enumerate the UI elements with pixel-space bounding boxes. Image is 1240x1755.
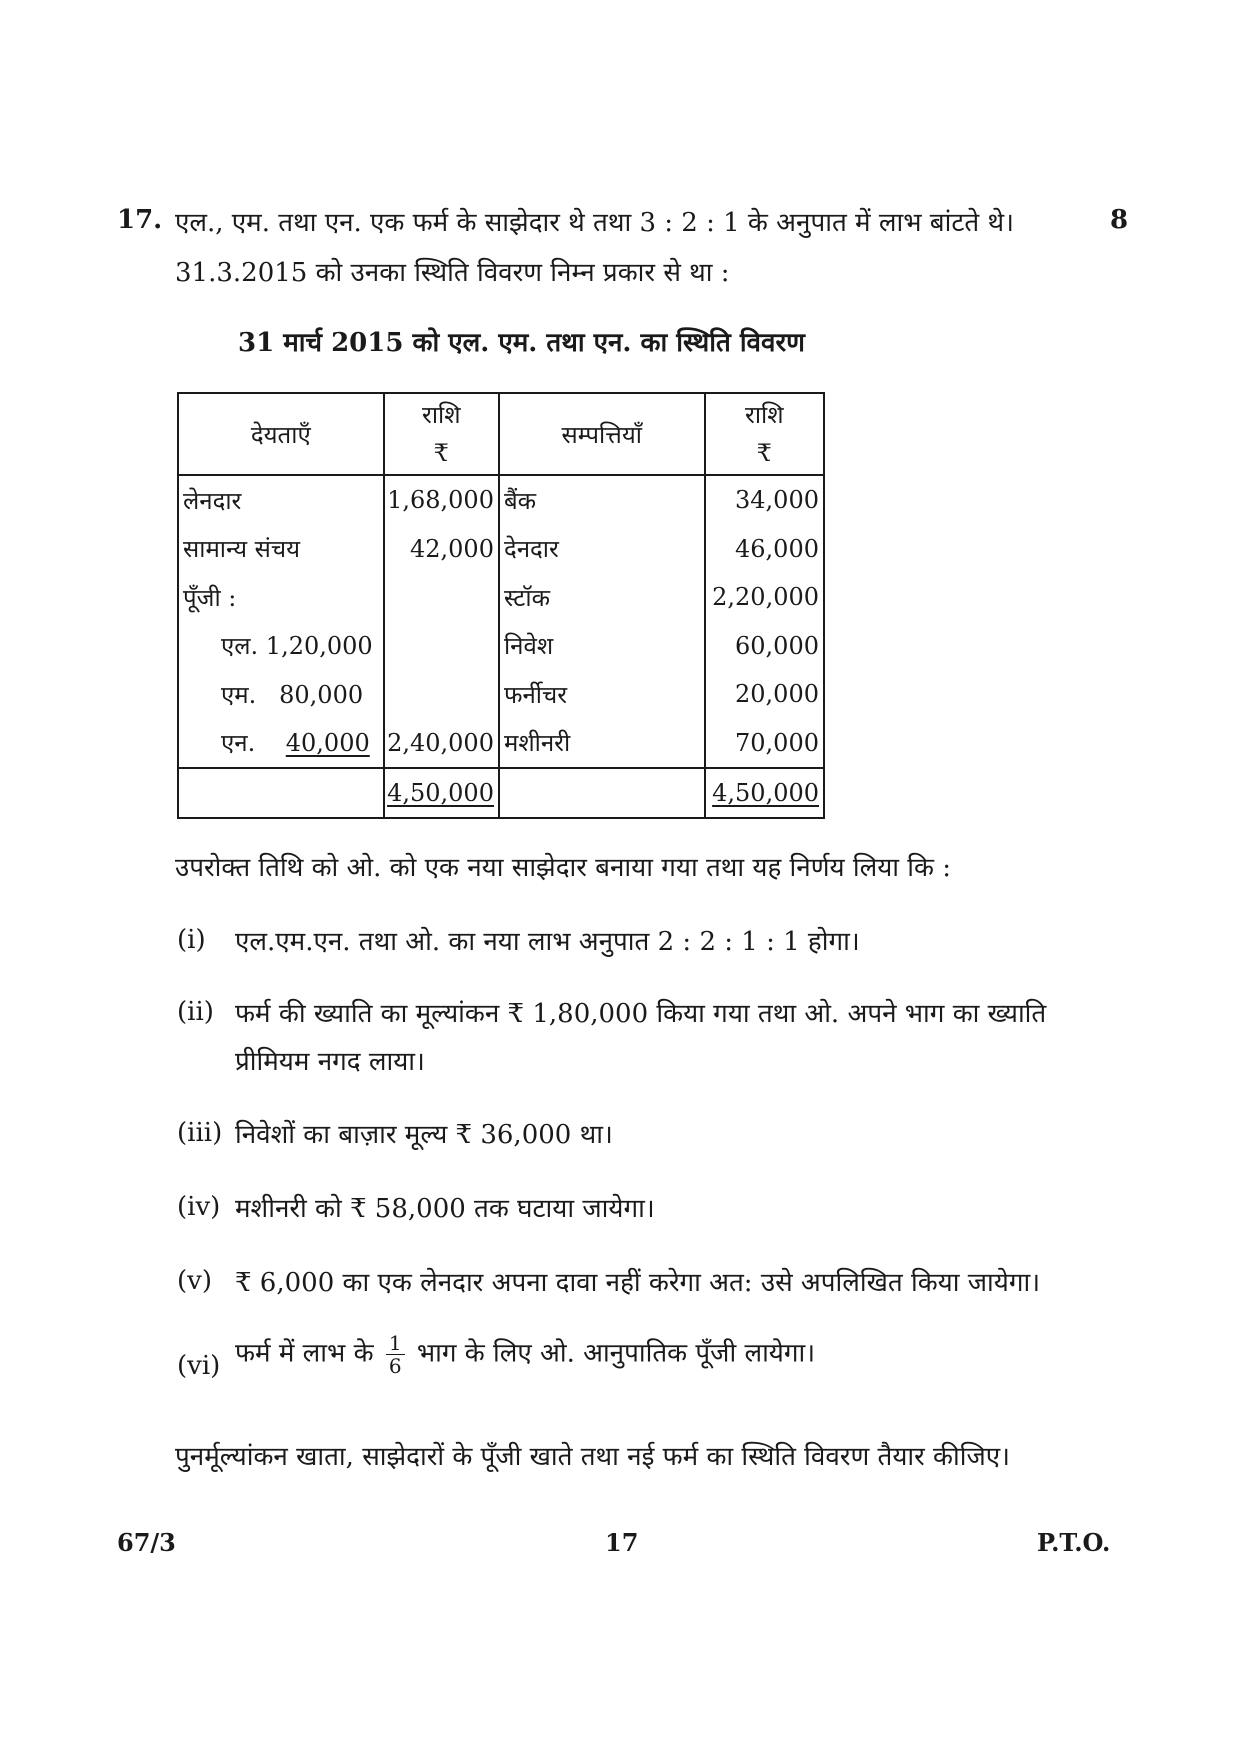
condition-text: एल.एम.एन. तथा ओ. का नया लाभ अनुपात 2 : 2 : 1 : 1 होगा। (235, 927, 860, 957)
liability-amount: 2,40,000 (384, 719, 499, 769)
total-blank (178, 768, 384, 818)
fraction-denominator: 6 (388, 1354, 402, 1378)
liability-name: लेनदार (183, 486, 242, 515)
asset-name: स्टॉक (499, 573, 705, 622)
liability-amount (384, 573, 499, 622)
asset-name: फर्नीचर (499, 670, 705, 719)
assets-total-value: 4,50,000 (712, 779, 819, 807)
condition-label: (i) (177, 925, 206, 955)
header-liabilities: देयताएँ (178, 393, 384, 475)
liability-name: सामान्य संचय (183, 535, 301, 564)
liability-name: एल. 1,20,000 (221, 632, 373, 661)
asset-amount: 60,000 (705, 622, 824, 671)
fraction (386, 1332, 405, 1377)
table-header-row (178, 393, 824, 475)
asset-name: निवेश (499, 622, 705, 671)
liability-name: एम. 80,000 (221, 680, 364, 709)
liability-amount: 42,000 (384, 525, 499, 574)
table-row (178, 622, 824, 671)
header-currency-symbol: ₹ (756, 439, 772, 467)
header-amount-label: राशि (422, 401, 461, 429)
partner-label: एन. (221, 729, 256, 758)
condition-text: फर्म की ख्याति का मूल्यांकन ₹ 1,80,000 किया गया तथा ओ. अपने भाग का ख्याति (235, 999, 1047, 1029)
condition-text: ₹ 6,000 का एक लेनदार अपना दावा नहीं करेगा अत: उसे अपलिखित किया जायेगा। (235, 1268, 1041, 1298)
condition-text: निवेशों का बाज़ार मूल्य ₹ 36,000 था। (235, 1120, 613, 1150)
intro-paragraph: उपरोक्त तिथि को ओ. को एक नया साझेदार बनाया गया तथा यह निर्णय लिया कि : (175, 853, 952, 883)
asset-name: बैंक (499, 475, 705, 525)
liability-name: पूँजी : (183, 583, 237, 612)
liability-amount (384, 670, 499, 719)
condition-text-before: फर्म में लाभ के (235, 1338, 374, 1369)
table-row (178, 670, 824, 719)
page-number: 17 (605, 1528, 639, 1557)
partner-capital: 40,000 (285, 729, 370, 758)
question-text-line1: एल., एम. तथा एन. एक फर्म के साझेदार थे तथा 3 : 2 : 1 के अनुपात में लाभ बांटते थे। (175, 208, 1014, 238)
pto-label: P.T.O. (1037, 1528, 1111, 1557)
condition-label: (iv) (177, 1192, 221, 1222)
condition-text (235, 1332, 815, 1377)
condition-label: (ii) (177, 997, 214, 1027)
table-row (178, 573, 824, 622)
balance-sheet-table (177, 392, 825, 819)
liability-amount (384, 622, 499, 671)
header-assets: सम्पत्तियाँ (499, 393, 705, 475)
asset-amount: 20,000 (705, 670, 824, 719)
condition-text-after: भाग के लिए ओ. आनुपातिक पूँजी लायेगा। (416, 1338, 816, 1369)
asset-amount: 70,000 (705, 719, 824, 769)
asset-amount: 34,000 (705, 475, 824, 525)
condition-text-cont: प्रीमियम नगद लाया। (235, 1047, 425, 1077)
table-row (178, 525, 824, 574)
table-total-row (178, 768, 824, 818)
total-blank (499, 768, 705, 818)
header-assets-amount (705, 393, 824, 475)
header-liabilities-amount (384, 393, 499, 475)
question-number: 17. (117, 205, 163, 235)
assets-total (705, 768, 824, 818)
final-instruction: पुनर्मूल्यांकन खाता, साझेदारों के पूँजी खाते तथा नई फर्म का स्थिति विवरण तैयार कीजिए। (175, 1442, 1011, 1472)
condition-label: (iii) (177, 1118, 223, 1148)
asset-name: मशीनरी (499, 719, 705, 769)
asset-name: देनदार (499, 525, 705, 574)
table-row (178, 719, 824, 769)
question-marks: 8 (1110, 205, 1129, 235)
balance-sheet-title: 31 मार्च 2015 को एल. एम. तथा एन. का स्थिति विवरण (238, 328, 805, 358)
question-text-line2: 31.3.2015 को उनका स्थिति विवरण निम्न प्रकार से था : (175, 258, 730, 288)
header-currency-symbol: ₹ (433, 439, 449, 467)
liability-name (178, 719, 384, 769)
fraction-numerator: 1 (386, 1332, 405, 1355)
liabilities-total-value: 4,50,000 (387, 779, 494, 807)
condition-label: (vi) (177, 1351, 221, 1381)
asset-amount: 2,20,000 (705, 573, 824, 622)
asset-amount: 46,000 (705, 525, 824, 574)
header-amount-label: राशि (745, 401, 784, 429)
liabilities-total (384, 768, 499, 818)
condition-text: मशीनरी को ₹ 58,000 तक घटाया जायेगा। (235, 1194, 655, 1224)
paper-code: 67/3 (117, 1528, 176, 1557)
liability-amount: 1,68,000 (384, 475, 499, 525)
condition-label: (v) (177, 1266, 212, 1296)
table-row (178, 475, 824, 525)
